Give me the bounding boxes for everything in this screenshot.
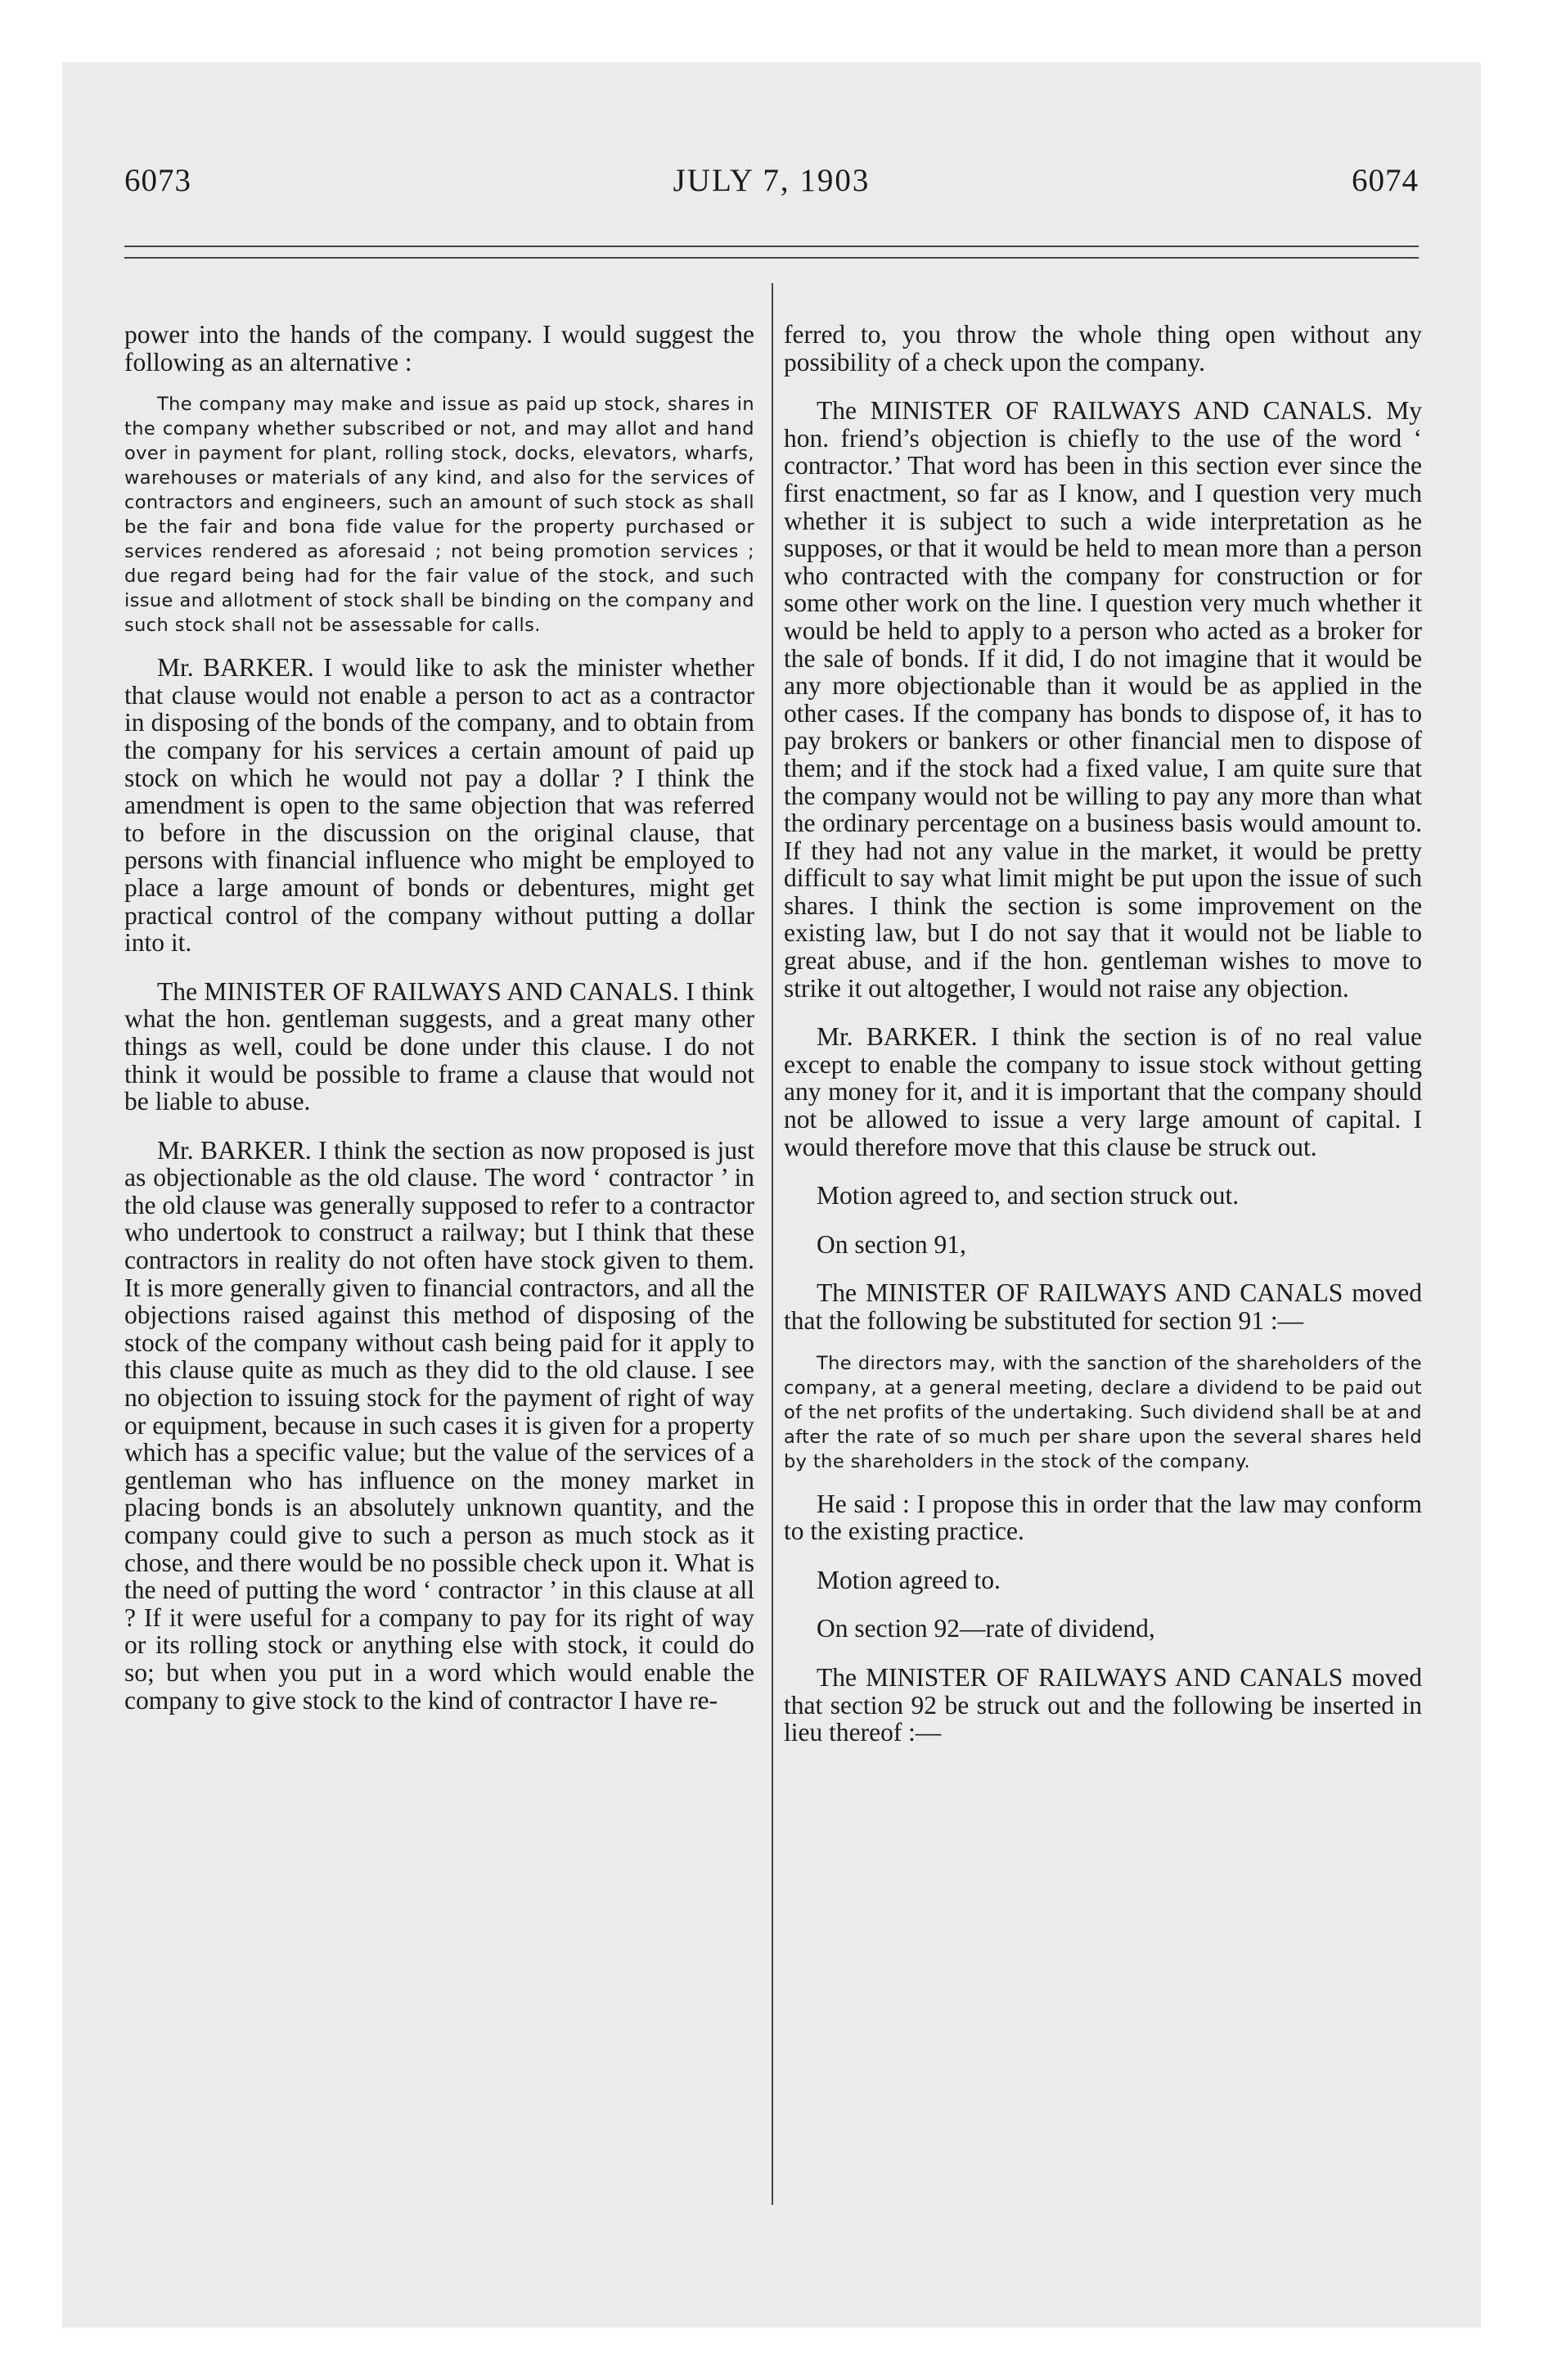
left-column <box>124 321 754 1714</box>
document-page <box>62 62 1481 2328</box>
quoted-clause: The company may make and issue as paid up stock, shares in the company whether subscribed or not, and may allot and hand over in payment for plant, rolling stock, docks, elevators, wharfs, warehouses or materials of any kind, and also for the services of contractors and engineers, such an amount of such stock as shall be the fair and bona fide value for the property purchased or services rendered as aforesaid ; not being promotion services ; due regard being had for the fair value of the stock, and such issue and allotment of stock shall be binding on the company and such stock shall not be assessable for calls. <box>124 394 754 637</box>
paragraph: The MINISTER OF RAILWAYS AND CANALS moved that section 92 be struck out and the following be inserted in lieu thereof :— <box>784 1662 1422 1747</box>
paragraph: power into the hands of the company. I would suggest the following as an alternative : <box>124 320 754 376</box>
right-column <box>784 321 1422 1747</box>
paragraph: Motion agreed to, and section struck out. <box>817 1181 1240 1210</box>
quoted-clause: The directors may, with the sanction of the shareholders of the company, at a general meeting, declare a dividend to be paid out of the net profits of the undertaking. Such dividend shall be at and after the rate of so much per share upon the several shares held by the shareholders in the stock of the company. <box>784 1352 1422 1472</box>
paragraph: The MINISTER OF RAILWAYS AND CANALS. My hon. friend’s objection is chiefly to the use of the word ‘ contractor.’ That word has been in this section ever since the first enactment, so far as I know, and I question very much whether it is subject to such a wide interpretation as he supposes, or that it would be held to mean more than a person who contracted with the company for construction or for some other work on the line. I question very much whether it would be held to apply to a person who acted as a broker for the sale of bonds. If it did, I do not imagine that it would be any more objectionable than it would be as applied in the other cases. If the company has bonds to dispose of, it has to pay brokers or bankers or other financial men to dispose of them; and if the stock had a fixed value, I am quite sure that the company would not be willing to pay any more than what the ordinary percentage on a business basis would amount to. If they had not any value in the market, it would be pretty difficult to say what limit might be put upon the issue of such shares. I think the section is some improvement on the existing law, but I do not say that it would not be liable to great abuse, and if the hon. gentleman wishes to move to strike it out altogether, I would not raise any objection. <box>784 396 1422 1003</box>
paragraph: Mr. BARKER. I think the section is of no real value except to enable the company to issue stock without getting any money for it, and it is important that the company should not be allowed to issue a very large amount of capital. I would therefore move that this clause be struck out. <box>784 1022 1422 1161</box>
page-number-left: 6073 <box>124 163 191 198</box>
paragraph: ferred to, you throw the whole thing open without any possibility of a check upon the company. <box>784 320 1422 376</box>
paragraph: Mr. BARKER. I would like to ask the minister whether that clause would not enable a person to act as a contractor in disposing of the bonds of the company, and to obtain from the company for his services a certain amount of paid up stock on which he would not pay a dollar ? I think the amendment is open to the same objection that was referred to before in the discussion on the original clause, that persons with financial influence who might be employed to place a large amount of bonds or debentures, might get practical control of the company without putting a dollar into it. <box>124 653 754 958</box>
paragraph: Motion agreed to. <box>817 1565 1001 1594</box>
paragraph: The MINISTER OF RAILWAYS AND CANALS. I think what the hon. gentleman suggests, and a great many other things as well, could be done under this clause. I do not think it would be possible to frame a clause that would not be liable to abuse. <box>124 976 754 1116</box>
paragraph: On section 91, <box>817 1229 966 1259</box>
paragraph: Mr. BARKER. I think the section as now proposed is just as objectionable as the old clause. The word ‘ contractor ’ in the old clause was generally supposed to refer to a contractor who undertook to construct a railway; but I think that these contractors in reality do not often have stock given to them. It is more generally given to financial contractors, and all the objections raised against this method of disposing of the stock of the company without cash being paid for it apply to this clause quite as much as they did to the old clause. I see no objection to issuing stock for the payment of right of way or equipment, because in such cases it is given for a property which has a specific value; but the value of the services of a gentleman who has influence on the money market in placing bonds is an absolutely unknown quantity, and the company could give to such a person as much stock as it chose, and there would be no possible check upon it. What is the need of putting the word ‘ contractor ’ in this clause at all ? If it were useful for a company to pay for its right of way or its rolling stock or anything else with stock, it could do so; but when you put in a word which would enable the company to give stock to the kind of contractor I have re- <box>124 1135 754 1715</box>
paragraph: The MINISTER OF RAILWAYS AND CANALS moved that the following be substituted for section 91 :— <box>784 1278 1422 1335</box>
page-header <box>62 162 1481 211</box>
header-rule-bottom <box>124 257 1419 259</box>
paragraph: On section 92—rate of dividend, <box>817 1614 1155 1643</box>
header-rule-top <box>124 246 1419 247</box>
column-divider <box>772 283 773 2205</box>
paragraph: He said : I propose this in order that the law may conform to the existing practice. <box>784 1489 1422 1546</box>
page-number-right: 6074 <box>1352 163 1419 198</box>
page-date: JULY 7, 1903 <box>673 163 871 198</box>
